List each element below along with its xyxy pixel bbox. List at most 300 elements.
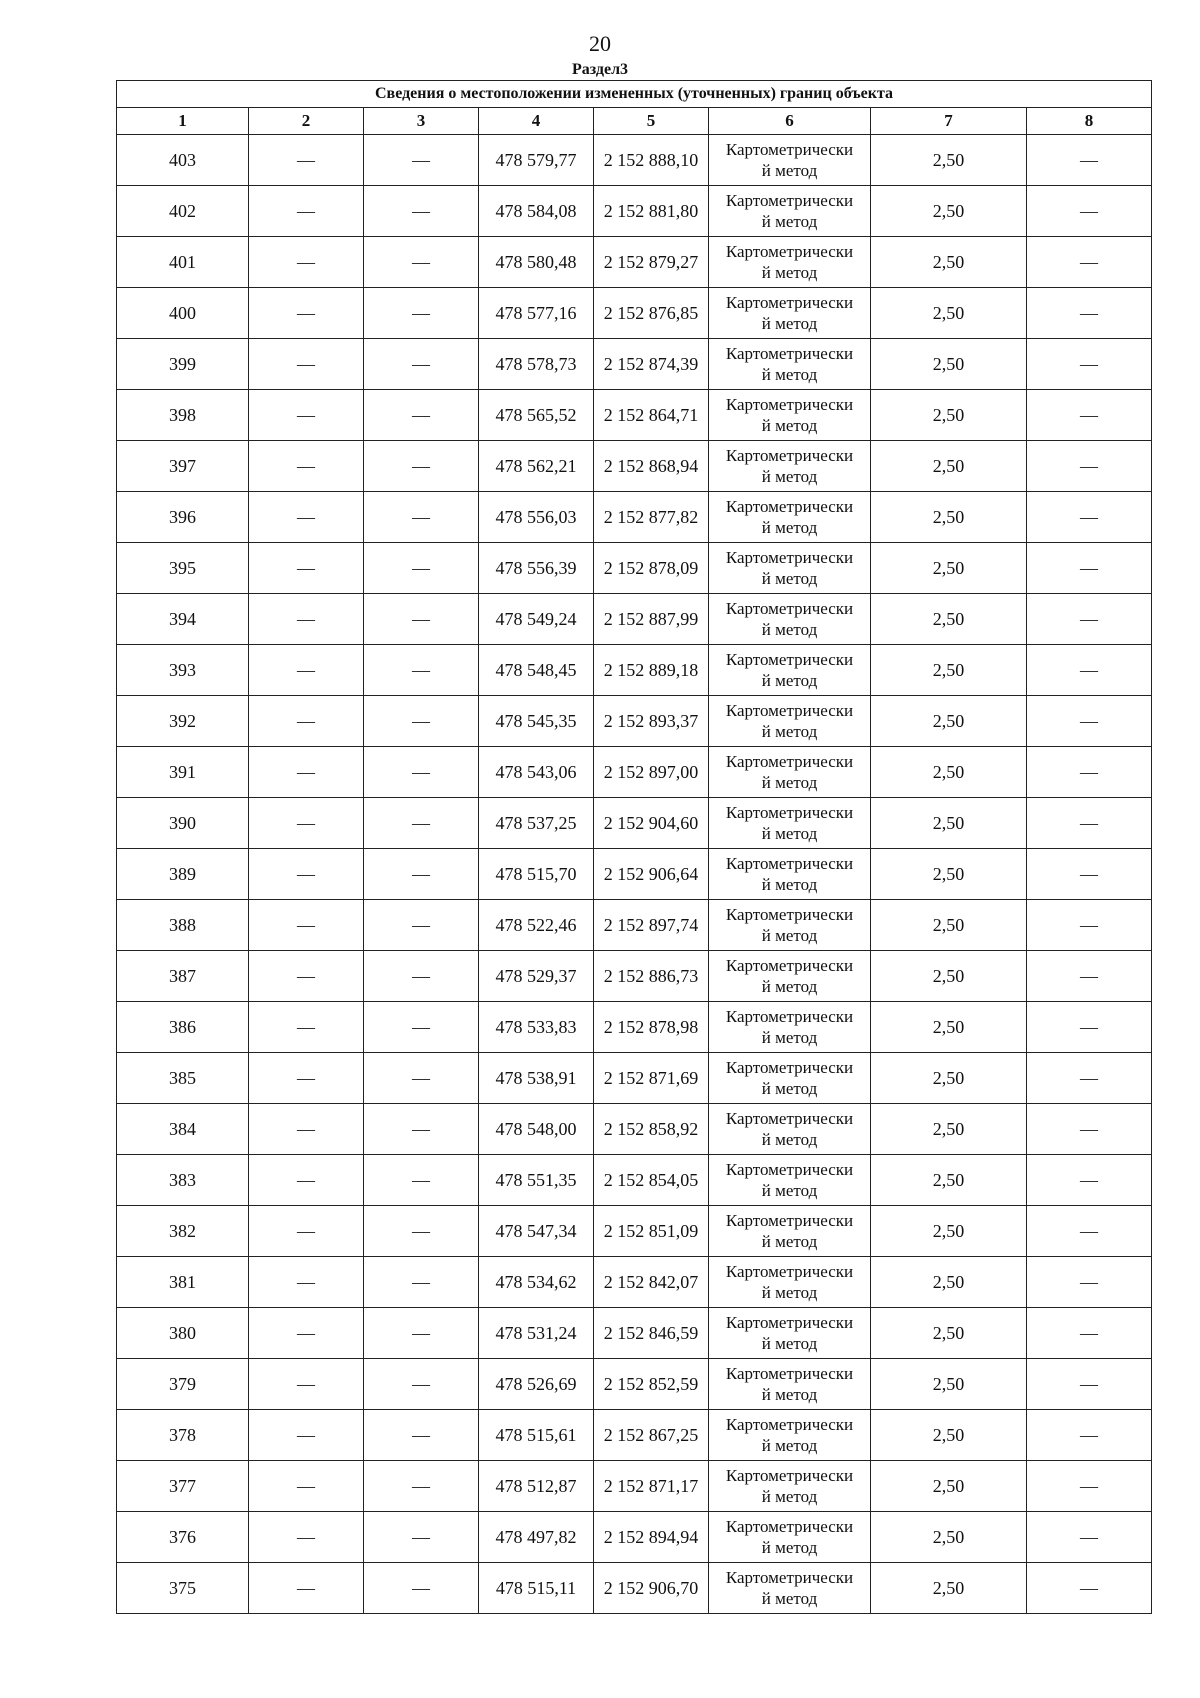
col-3-value: — [364,1257,479,1308]
accuracy-value: 2,50 [871,645,1027,696]
column-number-7: 7 [871,108,1027,135]
method-cell [709,594,871,645]
table-row [117,390,1152,441]
method-cell [709,237,871,288]
section-title: Раздел3 [571,61,629,78]
col-3-value: — [364,237,479,288]
col-3-value: — [364,1155,479,1206]
y-coordinate: 2 152 864,71 [594,390,709,441]
x-coordinate: 478 547,34 [479,1206,594,1257]
table-row [117,237,1152,288]
y-coordinate: 2 152 868,94 [594,441,709,492]
method-text-line: й метод [761,671,818,690]
method-text-line: й метод [761,161,818,180]
table-row [117,849,1152,900]
method-text-line: й метод [761,824,818,843]
method-text-line: Картометрически [725,1211,854,1230]
method-cell [709,1461,871,1512]
accuracy-value: 2,50 [871,594,1027,645]
method-text-line: Картометрически [725,1568,854,1587]
y-coordinate: 2 152 893,37 [594,696,709,747]
point-number: 387 [117,951,249,1002]
accuracy-value: 2,50 [871,1053,1027,1104]
method-text-line: й метод [761,365,818,384]
column-number-2: 2 [249,108,364,135]
method-cell [709,645,871,696]
col-8-value: — [1027,288,1152,339]
col-3-value: — [364,696,479,747]
col-8-value: — [1027,1308,1152,1359]
col-2-value: — [249,492,364,543]
column-number-5: 5 [594,108,709,135]
method-text-line: й метод [761,1181,818,1200]
table-row [117,696,1152,747]
method-text-line: Картометрически [725,1313,854,1332]
col-3-value: — [364,543,479,594]
point-number: 390 [117,798,249,849]
col-3-value: — [364,1206,479,1257]
col-3-value: — [364,1053,479,1104]
accuracy-value: 2,50 [871,900,1027,951]
x-coordinate: 478 580,48 [479,237,594,288]
y-coordinate: 2 152 858,92 [594,1104,709,1155]
point-number: 401 [117,237,249,288]
method-cell [709,1359,871,1410]
method-cell [709,1104,871,1155]
col-2-value: — [249,1308,364,1359]
col-3-value: — [364,1410,479,1461]
x-coordinate: 478 548,00 [479,1104,594,1155]
method-text-line: й метод [761,569,818,588]
col-3-value: — [364,1308,479,1359]
table-row [117,594,1152,645]
x-coordinate: 478 533,83 [479,1002,594,1053]
method-text-line: й метод [761,722,818,741]
col-3-value: — [364,849,479,900]
method-cell [709,390,871,441]
method-text-line: Картометрически [725,1517,854,1536]
col-8-value: — [1027,798,1152,849]
col-2-value: — [249,1410,364,1461]
method-text-line: Картометрически [725,497,854,516]
point-number: 378 [117,1410,249,1461]
table-row [117,186,1152,237]
table-row [117,1257,1152,1308]
col-8-value: — [1027,1563,1152,1614]
method-cell [709,1308,871,1359]
x-coordinate: 478 548,45 [479,645,594,696]
table-row [117,543,1152,594]
col-8-value: — [1027,1053,1152,1104]
point-number: 385 [117,1053,249,1104]
column-number-6: 6 [709,108,871,135]
method-text-line: Картометрически [725,395,854,414]
point-number: 388 [117,900,249,951]
col-2-value: — [249,849,364,900]
point-number: 403 [117,135,249,186]
col-2-value: — [249,1053,364,1104]
method-text-line: й метод [761,416,818,435]
point-number: 391 [117,747,249,798]
col-8-value: — [1027,1257,1152,1308]
point-number: 386 [117,1002,249,1053]
accuracy-value: 2,50 [871,1155,1027,1206]
method-cell [709,900,871,951]
method-cell [709,849,871,900]
col-2-value: — [249,645,364,696]
col-2-value: — [249,1206,364,1257]
method-text-line: Картометрически [725,1058,854,1077]
col-2-value: — [249,390,364,441]
col-3-value: — [364,339,479,390]
accuracy-value: 2,50 [871,288,1027,339]
col-8-value: — [1027,900,1152,951]
col-3-value: — [364,492,479,543]
method-text-line: й метод [761,1589,818,1608]
col-8-value: — [1027,390,1152,441]
col-8-value: — [1027,1410,1152,1461]
x-coordinate: 478 565,52 [479,390,594,441]
method-cell [709,186,871,237]
point-number: 402 [117,186,249,237]
method-text-line: й метод [761,1232,818,1251]
y-coordinate: 2 152 897,00 [594,747,709,798]
point-number: 397 [117,441,249,492]
x-coordinate: 478 515,11 [479,1563,594,1614]
y-coordinate: 2 152 906,70 [594,1563,709,1614]
y-coordinate: 2 152 871,17 [594,1461,709,1512]
method-text-line: Картометрически [725,1160,854,1179]
x-coordinate: 478 551,35 [479,1155,594,1206]
method-text-line: й метод [761,1283,818,1302]
method-text-line: Картометрически [725,1109,854,1128]
method-cell [709,747,871,798]
x-coordinate: 478 556,39 [479,543,594,594]
x-coordinate: 478 534,62 [479,1257,594,1308]
col-8-value: — [1027,696,1152,747]
accuracy-value: 2,50 [871,1512,1027,1563]
x-coordinate: 478 578,73 [479,339,594,390]
col-8-value: — [1027,1359,1152,1410]
x-coordinate: 478 526,69 [479,1359,594,1410]
method-text-line: й метод [761,1334,818,1353]
point-number: 382 [117,1206,249,1257]
method-cell [709,1563,871,1614]
accuracy-value: 2,50 [871,186,1027,237]
col-2-value: — [249,186,364,237]
method-text-line: Картометрически [725,548,854,567]
col-8-value: — [1027,645,1152,696]
accuracy-value: 2,50 [871,1002,1027,1053]
table-row [117,492,1152,543]
col-3-value: — [364,951,479,1002]
accuracy-value: 2,50 [871,1410,1027,1461]
method-text-line: й метод [761,1028,818,1047]
col-3-value: — [364,645,479,696]
col-8-value: — [1027,237,1152,288]
column-number-1: 1 [117,108,249,135]
table-title: Сведения о местоположении измененных (уточненных) границ объекта [117,81,1152,108]
col-2-value: — [249,135,364,186]
table-row [117,1053,1152,1104]
point-number: 400 [117,288,249,339]
table-row [117,1002,1152,1053]
table-row [117,441,1152,492]
y-coordinate: 2 152 871,69 [594,1053,709,1104]
y-coordinate: 2 152 877,82 [594,492,709,543]
method-text-line: Картометрически [725,854,854,873]
accuracy-value: 2,50 [871,237,1027,288]
col-3-value: — [364,1461,479,1512]
x-coordinate: 478 577,16 [479,288,594,339]
col-8-value: — [1027,543,1152,594]
table-row [117,1359,1152,1410]
point-number: 379 [117,1359,249,1410]
method-text-line: Картометрически [725,344,854,363]
point-number: 383 [117,1155,249,1206]
x-coordinate: 478 522,46 [479,900,594,951]
col-8-value: — [1027,1104,1152,1155]
y-coordinate: 2 152 886,73 [594,951,709,1002]
method-text-line: Картометрически [725,1466,854,1485]
col-3-value: — [364,186,479,237]
x-coordinate: 478 562,21 [479,441,594,492]
accuracy-value: 2,50 [871,951,1027,1002]
method-text-line: Картометрически [725,191,854,210]
col-2-value: — [249,1104,364,1155]
col-3-value: — [364,1359,479,1410]
y-coordinate: 2 152 874,39 [594,339,709,390]
method-text-line: Картометрически [725,140,854,159]
col-8-value: — [1027,1155,1152,1206]
point-number: 376 [117,1512,249,1563]
col-8-value: — [1027,594,1152,645]
x-coordinate: 478 497,82 [479,1512,594,1563]
method-text-line: й метод [761,1385,818,1404]
accuracy-value: 2,50 [871,492,1027,543]
y-coordinate: 2 152 854,05 [594,1155,709,1206]
x-coordinate: 478 556,03 [479,492,594,543]
method-text-line: Картометрически [725,701,854,720]
method-cell [709,135,871,186]
col-2-value: — [249,339,364,390]
method-text-line: Картометрически [725,242,854,261]
col-2-value: — [249,1155,364,1206]
col-3-value: — [364,441,479,492]
y-coordinate: 2 152 879,27 [594,237,709,288]
col-2-value: — [249,1257,364,1308]
method-cell [709,696,871,747]
point-number: 393 [117,645,249,696]
column-number-3: 3 [364,108,479,135]
col-8-value: — [1027,849,1152,900]
point-number: 377 [117,1461,249,1512]
x-coordinate: 478 584,08 [479,186,594,237]
method-cell [709,1512,871,1563]
col-2-value: — [249,1461,364,1512]
point-number: 394 [117,594,249,645]
col-2-value: — [249,1359,364,1410]
col-2-value: — [249,237,364,288]
method-cell [709,288,871,339]
table-row [117,1461,1152,1512]
table-row [117,135,1152,186]
col-3-value: — [364,1563,479,1614]
table-row [117,1308,1152,1359]
y-coordinate: 2 152 867,25 [594,1410,709,1461]
y-coordinate: 2 152 878,09 [594,543,709,594]
method-cell [709,1002,871,1053]
method-text-line: Картометрически [725,905,854,924]
col-8-value: — [1027,186,1152,237]
table-row [117,1155,1152,1206]
col-3-value: — [364,288,479,339]
method-cell [709,1206,871,1257]
method-cell [709,1155,871,1206]
col-2-value: — [249,594,364,645]
point-number: 398 [117,390,249,441]
x-coordinate: 478 543,06 [479,747,594,798]
col-3-value: — [364,900,479,951]
accuracy-value: 2,50 [871,135,1027,186]
method-text-line: й метод [761,1538,818,1557]
col-8-value: — [1027,135,1152,186]
x-coordinate: 478 515,70 [479,849,594,900]
col-8-value: — [1027,441,1152,492]
col-2-value: — [249,696,364,747]
col-3-value: — [364,1002,479,1053]
col-2-value: — [249,1002,364,1053]
point-number: 380 [117,1308,249,1359]
table-row [117,951,1152,1002]
accuracy-value: 2,50 [871,1104,1027,1155]
y-coordinate: 2 152 842,07 [594,1257,709,1308]
accuracy-value: 2,50 [871,441,1027,492]
method-text-line: й метод [761,1079,818,1098]
table-row [117,288,1152,339]
x-coordinate: 478 529,37 [479,951,594,1002]
x-coordinate: 478 512,87 [479,1461,594,1512]
x-coordinate: 478 545,35 [479,696,594,747]
method-text-line: Картометрически [725,1415,854,1434]
col-8-value: — [1027,951,1152,1002]
method-text-line: й метод [761,926,818,945]
point-number: 392 [117,696,249,747]
method-text-line: Картометрически [725,599,854,618]
accuracy-value: 2,50 [871,1308,1027,1359]
y-coordinate: 2 152 876,85 [594,288,709,339]
col-3-value: — [364,390,479,441]
table-row [117,1410,1152,1461]
method-cell [709,1053,871,1104]
accuracy-value: 2,50 [871,1563,1027,1614]
point-number: 375 [117,1563,249,1614]
method-text-line: й метод [761,620,818,639]
col-2-value: — [249,1512,364,1563]
col-2-value: — [249,543,364,594]
accuracy-value: 2,50 [871,696,1027,747]
point-number: 395 [117,543,249,594]
col-8-value: — [1027,339,1152,390]
col-3-value: — [364,594,479,645]
col-3-value: — [364,798,479,849]
col-2-value: — [249,900,364,951]
y-coordinate: 2 152 881,80 [594,186,709,237]
method-text-line: Картометрически [725,803,854,822]
col-2-value: — [249,288,364,339]
method-cell [709,798,871,849]
x-coordinate: 478 538,91 [479,1053,594,1104]
method-text-line: Картометрически [725,446,854,465]
col-2-value: — [249,1563,364,1614]
accuracy-value: 2,50 [871,1257,1027,1308]
accuracy-value: 2,50 [871,390,1027,441]
col-2-value: — [249,747,364,798]
accuracy-value: 2,50 [871,543,1027,594]
column-number-8: 8 [1027,108,1152,135]
accuracy-value: 2,50 [871,339,1027,390]
method-cell [709,951,871,1002]
y-coordinate: 2 152 889,18 [594,645,709,696]
col-8-value: — [1027,1512,1152,1563]
table-row [117,900,1152,951]
page-number: 20 [589,31,611,56]
column-number-row [117,108,1152,135]
method-text-line: й метод [761,314,818,333]
y-coordinate: 2 152 851,09 [594,1206,709,1257]
method-text-line: й метод [761,212,818,231]
method-text-line: Картометрически [725,1007,854,1026]
method-text-line: й метод [761,263,818,282]
y-coordinate: 2 152 894,94 [594,1512,709,1563]
accuracy-value: 2,50 [871,1359,1027,1410]
method-cell [709,441,871,492]
method-text-line: й метод [761,773,818,792]
table-row [117,645,1152,696]
col-3-value: — [364,135,479,186]
method-text-line: Картометрически [725,1364,854,1383]
x-coordinate: 478 537,25 [479,798,594,849]
col-3-value: — [364,747,479,798]
method-text-line: Картометрически [725,752,854,771]
accuracy-value: 2,50 [871,849,1027,900]
col-8-value: — [1027,1002,1152,1053]
accuracy-value: 2,50 [871,1206,1027,1257]
y-coordinate: 2 152 904,60 [594,798,709,849]
accuracy-value: 2,50 [871,747,1027,798]
method-cell [709,339,871,390]
point-number: 389 [117,849,249,900]
method-cell [709,1257,871,1308]
accuracy-value: 2,50 [871,1461,1027,1512]
coordinates-table [116,80,1152,1614]
y-coordinate: 2 152 888,10 [594,135,709,186]
point-number: 384 [117,1104,249,1155]
col-2-value: — [249,441,364,492]
y-coordinate: 2 152 906,64 [594,849,709,900]
col-2-value: — [249,798,364,849]
col-8-value: — [1027,492,1152,543]
method-text-line: Картометрически [725,956,854,975]
col-3-value: — [364,1512,479,1563]
col-8-value: — [1027,1461,1152,1512]
table-row [117,798,1152,849]
method-text-line: й метод [761,977,818,996]
table-row [117,1512,1152,1563]
col-8-value: — [1027,747,1152,798]
table-row [117,1563,1152,1614]
col-3-value: — [364,1104,479,1155]
